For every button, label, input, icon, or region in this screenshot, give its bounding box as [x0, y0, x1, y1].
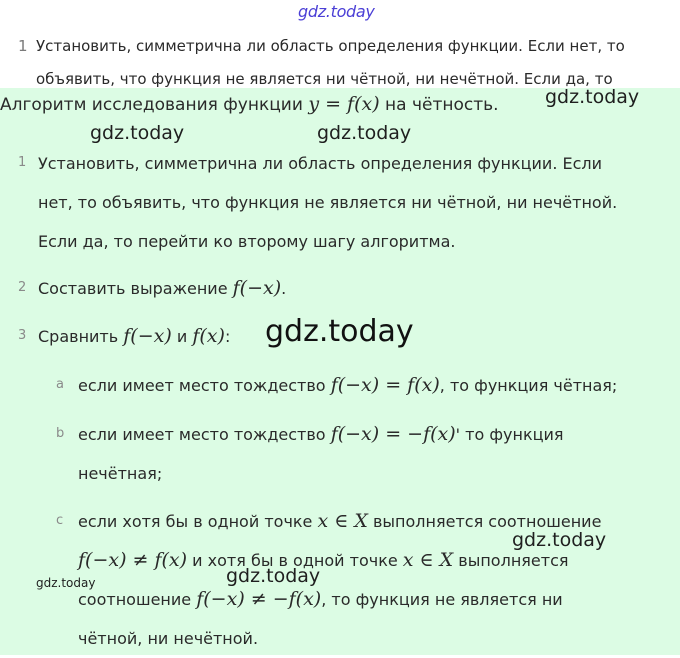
step-3-tail: :	[224, 327, 231, 346]
previous-content-strip	[0, 28, 680, 88]
watermark-big: gdz.today	[265, 314, 414, 349]
step-2-label: Составить выражение	[38, 279, 228, 298]
watermark-bottom-mid: gdz.today	[226, 565, 321, 587]
previous-step-1	[18, 37, 625, 55]
algorithm-heading	[0, 93, 499, 115]
sub-c-line-3-formula: f(−x) ≠ −f(x)	[196, 588, 322, 610]
step-2-tail: .	[281, 279, 287, 298]
sub-a-formula: f(−x) = f(x)	[330, 374, 440, 396]
step-3-text	[38, 317, 230, 356]
heading-suffix: на чётность.	[385, 95, 499, 115]
step-1-line-1: Установить, симметрична ли область определения функции. Если	[38, 154, 603, 173]
step-3-conjunction: и	[176, 327, 188, 346]
sub-c-line-2-formula: f(−x) ≠ f(x)	[78, 549, 188, 571]
step-number: 1	[18, 37, 28, 55]
step-1-line-2: нет, то объявить, что функция не является ни чётной, ни нечётной.	[38, 193, 618, 212]
heading-formula: y = f(x)	[308, 93, 380, 115]
watermark-small-left: gdz.today	[36, 576, 96, 590]
sub-c-line-1-formula: x ∈ X	[317, 510, 368, 532]
sub-a-text	[78, 366, 617, 405]
sub-c-line-2-text: и хотя бы в одной точке	[192, 551, 398, 570]
sub-b-tail: ' то функция	[455, 425, 564, 444]
sub-b-label: если имеет место тождество	[78, 425, 326, 444]
sub-letter: c	[56, 513, 64, 528]
step-number: 3	[18, 328, 27, 343]
watermark-line2-left: gdz.today	[90, 122, 185, 144]
sub-letter: a	[56, 377, 64, 392]
step-1-line-3: Если да, то перейти ко второму шагу алгоритма.	[38, 232, 456, 251]
step-1-text	[38, 144, 617, 261]
watermark-top: gdz.today	[298, 2, 375, 21]
heading-text: Алгоритм исследования функции	[0, 95, 303, 115]
step-2-text	[38, 269, 286, 308]
sub-c-line-3-text: соотношение	[78, 590, 192, 609]
step-number: 1	[18, 155, 27, 170]
sub-a-tail: , то функция чётная;	[439, 376, 618, 395]
sub-c-line-4: чётной, ни нечётной.	[78, 629, 259, 648]
sub-b-formula: f(−x) = −f(x)	[330, 423, 456, 445]
sub-b-line-2: нечётная;	[78, 464, 163, 483]
watermark-mid-right: gdz.today	[512, 529, 607, 551]
sub-c-text	[78, 502, 601, 658]
step-number: 2	[18, 280, 27, 295]
watermark-line2-mid: gdz.today	[317, 122, 412, 144]
watermark-heading-right: gdz.today	[545, 86, 640, 108]
step-3-formula-2: f(x)	[192, 325, 225, 347]
previous-step-1-line-2: объявить, что функция не является ни чётной, ни нечётной. Если да, то	[36, 70, 613, 88]
algorithm-panel	[0, 88, 680, 655]
step-3-formula-1: f(−x)	[123, 325, 172, 347]
sub-a-label: если имеет место тождество	[78, 376, 326, 395]
sub-c-line-1-text: если хотя бы в одной точке	[78, 512, 313, 531]
step-2-formula: f(−x)	[232, 277, 282, 299]
sub-c-line-2-tail: выполняется	[458, 551, 569, 570]
sub-c-line-3-tail: , то функция не является ни	[321, 590, 563, 609]
sub-c-line-2-formula-2: x ∈ X	[402, 549, 454, 571]
step-3-label: Сравнить	[38, 327, 119, 346]
step-text: Установить, симметрична ли область определения функции. Если нет, то	[36, 37, 625, 55]
sub-letter: b	[56, 426, 65, 441]
sub-c-line-1-tail: выполняется соотношение	[372, 512, 602, 531]
sub-b-text	[78, 415, 564, 493]
